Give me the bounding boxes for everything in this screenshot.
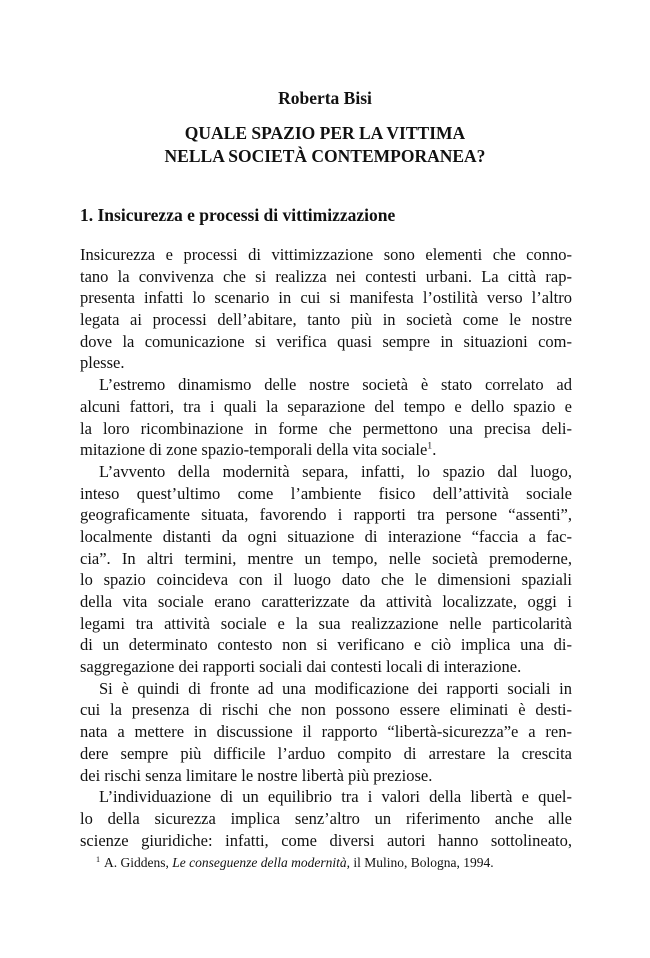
article-title [0, 122, 650, 168]
text-line: Si è quindi di fronte ad una modificazione dei rapporti sociali in [99, 678, 572, 698]
text-line: nata a mettere in discussione il rapporto “libertà-sicurezza”e a ren- [80, 722, 572, 742]
text-line: tano la convivenza che si realizza nei contesti urbani. La città rap- [80, 266, 572, 286]
text-line: alcuni fattori, tra i quali la separazione del tempo e dello spazio e [80, 396, 572, 416]
text-line: scienze giuridiche: infatti, come diversi autori hanno sottolineato, [80, 830, 572, 850]
section-heading: 1. Insicurezza e processi di vittimizzazione [80, 205, 396, 225]
footnote [96, 854, 596, 872]
footnote-suffix: , il Mulino, Bologna, 1994. [346, 855, 494, 870]
text-line: L’avvento della modernità separa, infatti, lo spazio dal luogo, [99, 461, 572, 481]
footnote-prefix: A. Giddens, [104, 855, 173, 870]
author-name: Roberta Bisi [278, 88, 372, 108]
text-line: localmente distanti da ogni situazione di interazione “faccia a fac- [80, 526, 572, 546]
title-line: NELLA SOCIETÀ CONTEMPORANEA? [164, 146, 486, 166]
text-line: mitazione di zone spazio-temporali della vita sociale$^1$. [80, 440, 437, 460]
text-line: dove la comunicazione si verifica quasi sempre in situazioni com- [80, 331, 572, 351]
text-line: di un determinato contesto non si verificano e ciò implica una di- [80, 635, 572, 655]
text-line: della vita sociale erano caratterizzate da attività localizzate, oggi i [80, 592, 572, 611]
text-line: cui la presenza di rischi che non possono essere eliminati è desti- [80, 700, 572, 720]
text-line: lo della sicurezza implica senz’altro un riferimento anche alle [80, 808, 572, 828]
text-line: L’individuazione di un equilibrio tra i valori della libertà e quel- [99, 787, 572, 807]
text-line: plesse. [80, 353, 125, 373]
text-line: L’estremo dinamismo delle nostre società è stato correlato ad [99, 375, 572, 395]
text-line: legami tra attività sociale e la sua realizzazione nelle particolarità [80, 613, 572, 633]
text-line: legata ai processi dell’abitare, tanto più in società come le nostre [80, 310, 572, 330]
text-line: dei rischi senza limitare le nostre libertà più preziose. [80, 765, 433, 785]
text-line: lo spazio coincideva con il luogo dato che le dimensioni spaziali [80, 570, 572, 590]
text-line: presenta infatti lo scenario in cui si manifesta l’ostilità verso l’altro [80, 288, 572, 308]
text-line: Insicurezza e processi di vittimizzazione sono elementi che conno- [80, 245, 572, 264]
body-text [80, 244, 572, 851]
text-line: geograficamente situata, favorendo i rapporti tra persone “assenti”, [80, 505, 572, 525]
footnote-number: 1 [96, 854, 101, 864]
title-line: QUALE SPAZIO PER LA VITTIMA [184, 123, 466, 143]
footnote-reference: 1 [427, 440, 433, 452]
text-line: la loro ricombinazione in forme che permettono una precisa deli- [80, 418, 572, 438]
text-line: saggregazione dei rapporti sociali dai contesti locali di interazione. [80, 657, 522, 677]
text-line: dere sempre più difficile l’arduo compito di arrestare la crescita [80, 743, 572, 763]
text-line: inteso quest’ultimo come l’ambiente fisico dell’attività sociale [80, 483, 572, 503]
text-line: cia”. In altri termini, mentre un tempo, nelle società premoderne, [80, 548, 572, 568]
footnote-book-title: Le conseguenze della modernità [172, 855, 347, 870]
text-line-content: mitazione di zone spazio-temporali della vita sociale [80, 440, 428, 460]
